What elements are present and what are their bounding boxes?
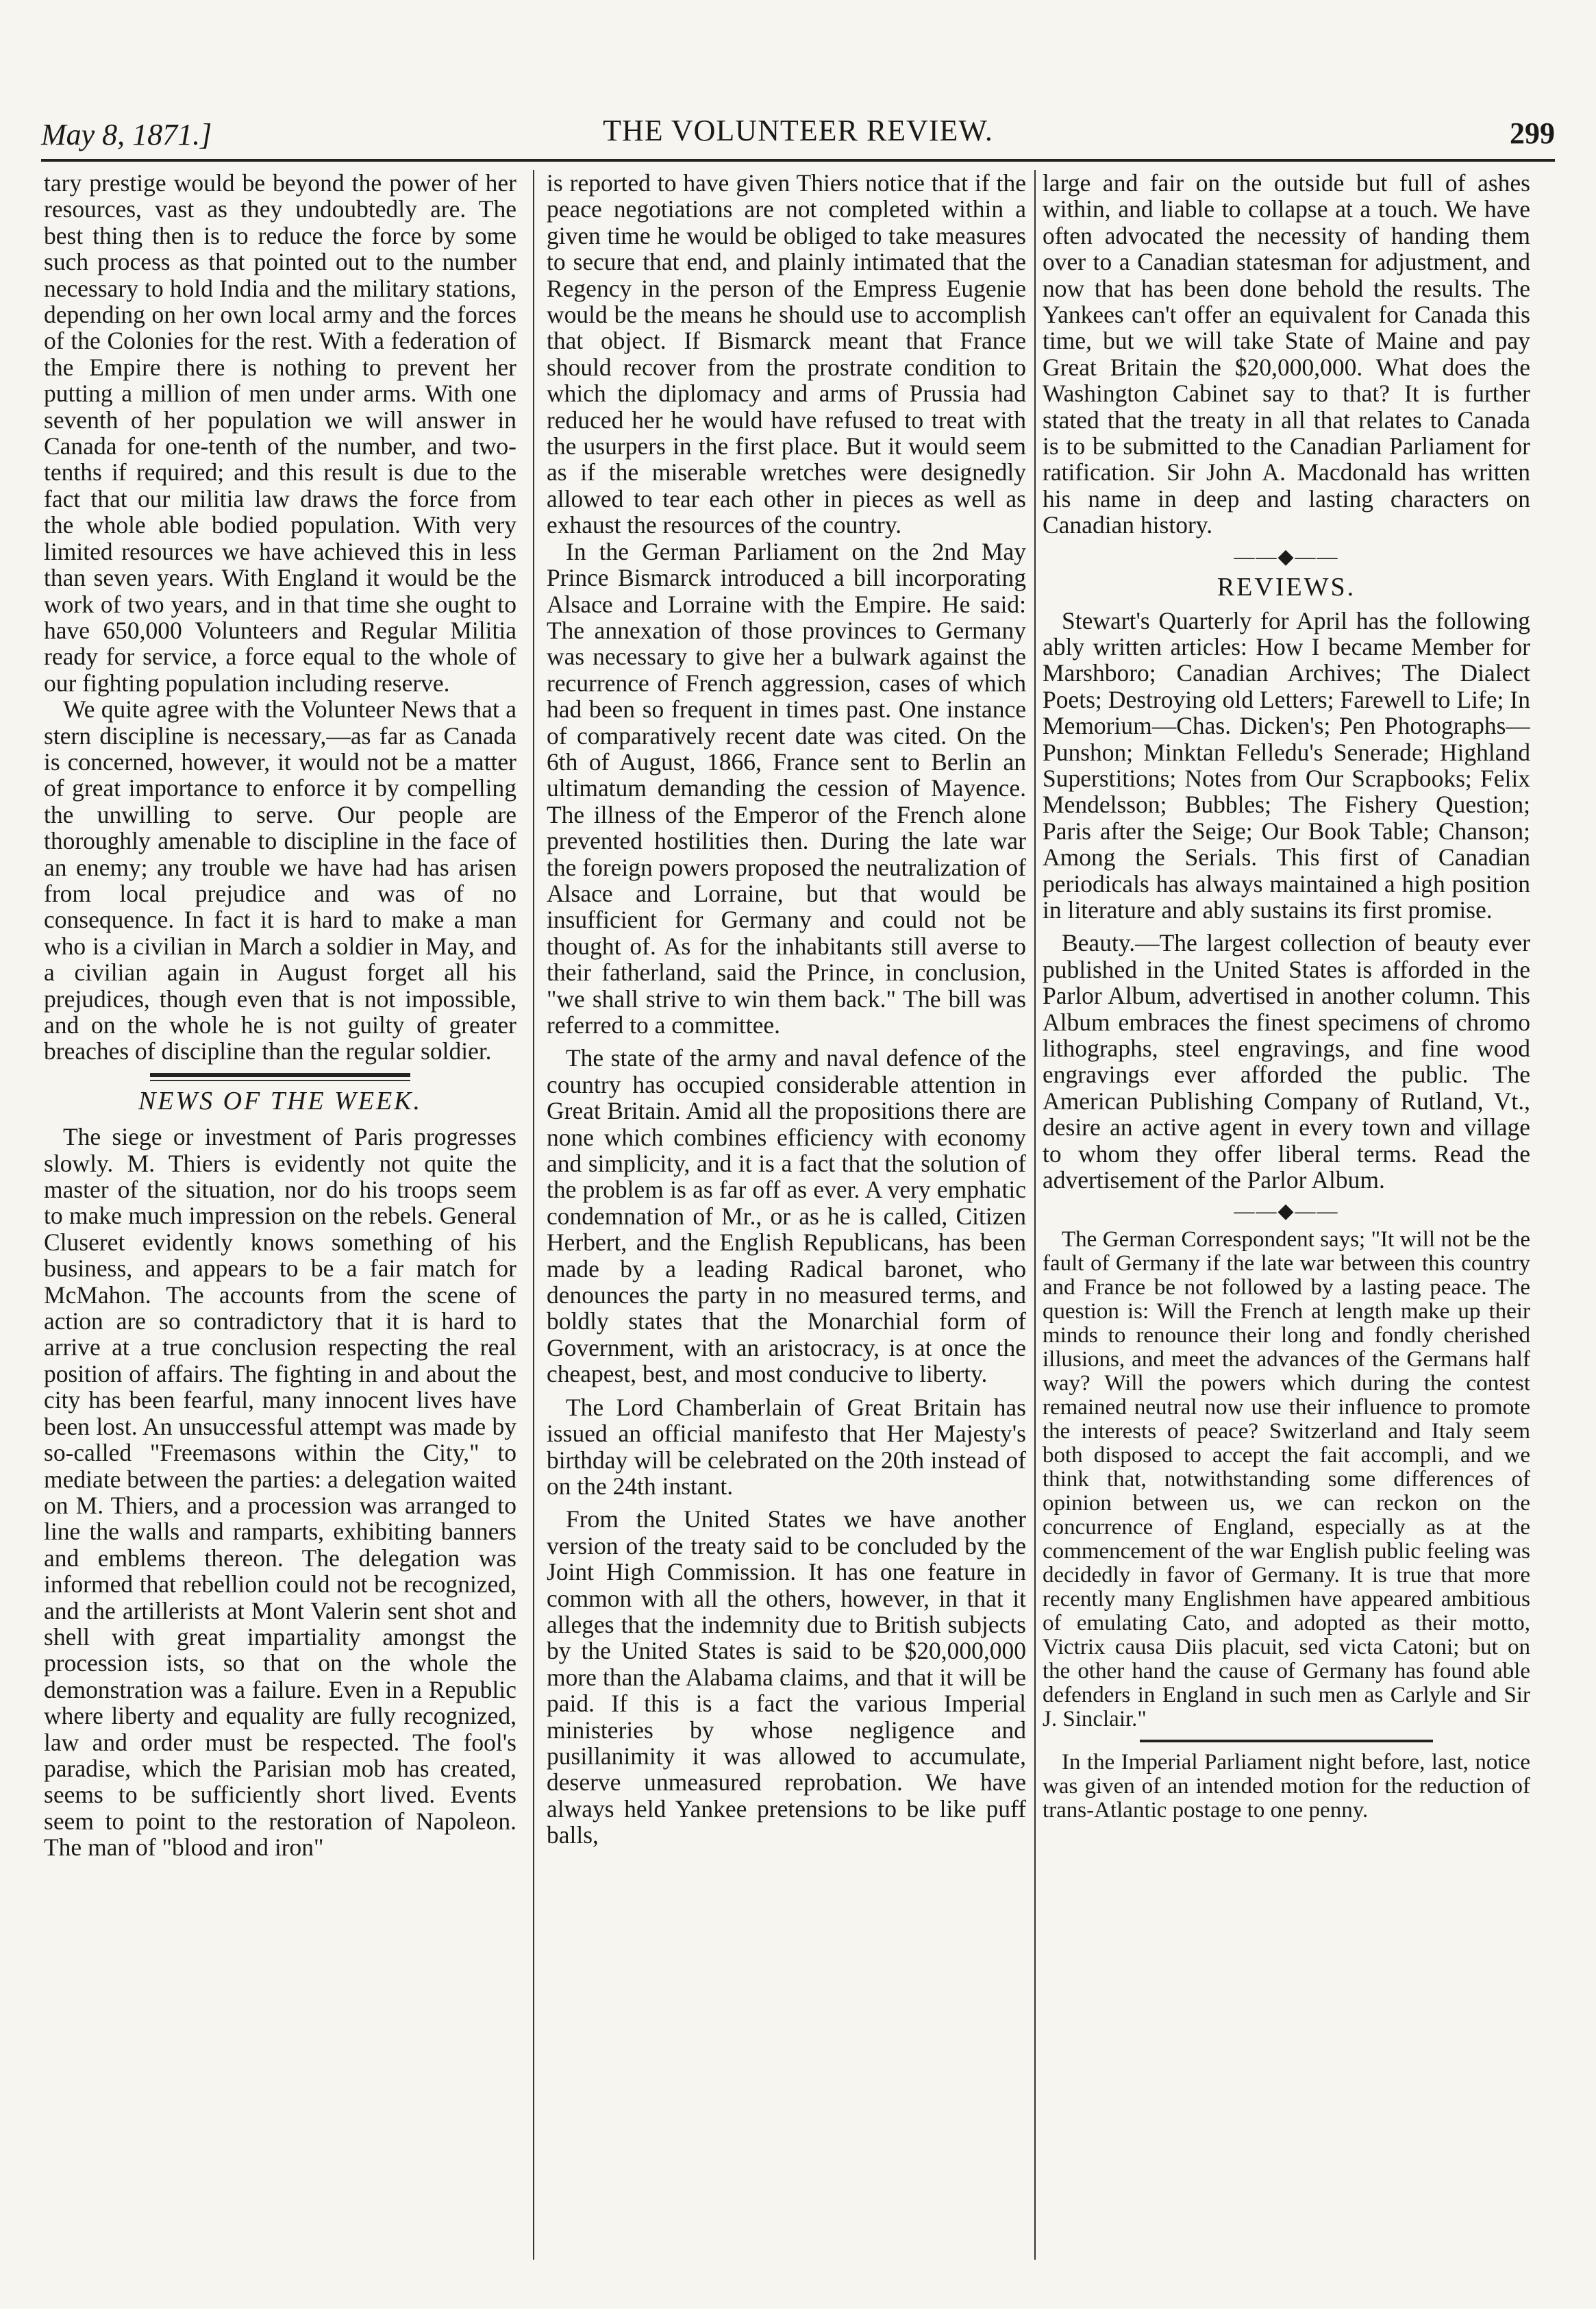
paragraph: Stewart's Quarterly for April has the following ably written articles: How I became Member for Marshboro; Canadian Archives; The Dialect Poets; Destroying old Letters; Farewell to Life; In Memorium—Chas. Dicken's; Pen Photographs—Punshon; Minktan Felledu's Senerade; Highland Superstitions; Notes from Our Scrapbooks; Felix Mendelsson; Bubbles; The Fishery Question; Paris after the Seige; Our Book Table; Chanson; Among the Serials. This first of Canadian periodicals has always maintained a high position in literature and ably sustains its first promise. [1043,606,1530,924]
paragraph: Beauty.—The largest collection of beauty ever published in the United States is afforded in the Parlor Album, advertised in another column. This Album embraces the finest specimens of chromo lithographs, steel engravings, and fine wood engravings ever afforded the public. The American Publishing Company of Rutland, Vt., desire an active agent in every town and village to whom they offer liberal terms. Read the advertisement of the Parlor Album. [1043,929,1530,1194]
column-divider [1034,170,1036,2260]
section-divider: ——◆—— [1234,1200,1339,1223]
column-divider [533,170,534,2260]
paragraph: From the United States we have another version of the treaty said to be concluded by the Joint High Commission. It has one feature in common with all the others, however, in that it alleges that the indemnity due to British subjects by the United States is said to be $20,000,000 more than the Alabama claims, and that it will be paid. If this is a fact the various Imperial ministeries by whose negligence and pusillanimity it was allowed to accumulate, deserve unmeasured reprobation. We have always held Yankee pretensions to be like puff balls, [547,1505,1026,1849]
header-rule [41,159,1555,162]
section-rule [150,1080,410,1081]
paragraph: The siege or investment of Paris progresses slowly. M. Thiers is evidently not quite the master of the situation, nor do his troops seem to make much impression on the rebels. General Cluseret evidently knows something of his business, and appears to be a fair match for McMahon. The accounts from the scene of action are so contradictory that it is hard to arrive at a true conclusion respecting the real position of affairs. The fighting in and about the city has been fearful, many innocent lives have been lost. An unsuccessful attempt was made by so-called "Freemasons within the City," to mediate between the parties: a delegation waited on M. Thiers, and a procession was arranged to line the walls and ramparts, exhibiting banners and emblems thereon. The delegation was informed that rebellion could not be recognized, and the artillerists at Mont Valerin sent shot and shell with great impartiality amongst the procession ists, so that on the whole the demonstration was a failure. Even in a Republic where liberty and equality are fully recognized, law and order must be respected. The fool's paradise, which the Parisian mob has created, seems to be sufficiently short lived. Events seem to point to the restoration of Napoleon. The man of "blood and iron" [44,1123,516,1862]
column-3 [1043,170,1530,2260]
column-2 [547,170,1026,2260]
paragraph: In the Imperial Parliament night before, last, notice was given of an intended motion for the reduction of trans-Atlantic postage to one penny. [1043,1749,1530,1823]
paragraph: The German Correspondent says; "It will not be the fault of Germany if the late war between this country and France be not followed by a lasting peace. The question is: Will the French at length make up their minds to renounce their long and fondly cherished illusions, and meet the advances of the Germans half way? Will the powers which during the contest remained neutral now use their influence to promote the interests of peace? Switzerland and Italy seem both disposed to accept the fait accompli, and we think that, notwithstanding some differences of opinion between us, we can reckon on the concurrence of England, especially as at the commencement of the war English public feeling was decidedly in favor of Germany. It is true that more recently many Englishmen have appeared ambitious of emulating Cato, and adopted as their motto, Victrix causa Diis placuit, sed victa Catoni; but on the other hand the cause of Germany has found able defenders in England in such men as Carlyle and Sir J. Sinclair." [1043,1226,1530,1731]
section-rule [1140,1740,1432,1742]
publication-title: THE VOLUNTEER REVIEW. [603,114,993,147]
paragraph: In the German Parliament on the 2nd May Prince Bismarck introduced a bill incorporating Alsace and Lorraine with the Empire. He said: The annexation of those provinces to Germany was necessary to give her a bulwark against the recurrence of French aggression, cases of which had been so frequent in times past. One instance of comparatively recent date was cited. On the 6th of August, 1866, France sent to Berlin an ultimatum demanding the cession of Mayence. The illness of the Emperor of the French alone prevented hostilities then. During the late war the foreign powers proposed the neutralization of Alsace and Lorraine, but that would be insufficient for Germany and could not be thought of. As for the inhabitants still averse to their fatherland, said the Prince, in conclusion, "we shall strive to win them back." The bill was referred to a committee. [547,537,1026,1039]
issue-date: May 8, 1871.] [41,118,212,151]
paragraph: The state of the army and naval defence of the country has occupied considerable attention in Great Britain. Amid all the propositions there are none which combines efficiency with economy and simplicity, and it is a fact that the solution of the problem is as far off as ever. A very emphatic condemnation of Mr., or as he is called, Citizen Herbert, and the English Republicans, has been made by a leading Radical baronet, who denounces the party in no measured terms, and boldly states that the Monarchial form of Government, with an aristocracy, is at once the cheapest, best, and most conducive to liberty. [547,1044,1026,1388]
section-rule [150,1073,410,1077]
paragraph: tary prestige would be beyond the power of her resources, vast as they undoubtedly are. The best thing then is to reduce the force by some such process as that pointed out to the number necessary to hold India and the military stations, depending on her own local army and the forces of the Colonies for the rest. With a federation of the Empire there is nothing to prevent her putting a million of men under arms. With one seventh of her population we will answer in Canada for one-tenth of the number, and two-tenths if required; and this result is due to the fact that our militia law draws the force from the whole able bodied population. With very limited resources we have achieved this in less than seven years. With England it would be the work of two years, and in that time she ought to have 650,000 Volunteers and Regular Militia ready for service, a force equal to the whole of our fighting population including reserve. [44,170,516,697]
paragraph: The Lord Chamberlain of Great Britain has issued an official manifesto that Her Majesty's birthday will be celebrated on the 20th instead of on the 24th instant. [547,1393,1026,1500]
news-of-the-week-heading: NEWS OF THE WEEK. [138,1086,423,1115]
paragraph: is reported to have given Thiers notice that if the peace negotiations are not completed within a given time he would be obliged to take measures to secure that end, and plainly intimated that the Regency in the person of the Empress Eugenie would be the means he should use to accomplish that object. If Bismarck meant that France should recover from the prostrate condition to which the diplomacy and arms of Prussia had reduced her he would have refused to treat with the usurpers in the first place. But it would seem as if the miserable wretches were designedly allowed to tear each other in pieces as well as exhaust the resources of the country. [547,170,1026,539]
column-1 [44,170,516,2260]
reviews-heading: REVIEWS. [1217,573,1356,602]
paragraph: large and fair on the outside but full of ashes within, and liable to collapse at a touch. We have often advocated the necessity of handing them over to a Canadian statesman for adjustment, and now that has been done behold the results. The Yankees can't offer an equivalent for Canada this time, but we will take State of Maine and pay Great Britain the $20,000,000. What does the Washington Cabinet say to that? It is further stated that the treaty in all that relates to Canada is to be submitted to the Canadian Parliament for ratification. Sir John A. Macdonald has written his name in deep and lasting characters on Canadian history. [1043,170,1530,539]
page-header [41,113,1555,154]
page-number: 299 [1510,116,1555,150]
paragraph: We quite agree with the Volunteer News that a stern discipline is necessary,—as far as Canada is concerned, however, it would not be a matter of great importance to enforce it by compelling the unwilling to serve. Our people are thoroughly amenable to discipline in the face of an enemy; any trouble we have had has arisen from local prejudice and was of no consequence. In fact it is hard to make a man who is a civilian in March a soldier in May, and a civilian again in August forget all his prejudices, though even that is not impossible, and on the whole he is not guilty of greater breaches of discipline than the regular soldier. [44,695,516,1065]
section-divider: ——◆—— [1234,545,1339,568]
